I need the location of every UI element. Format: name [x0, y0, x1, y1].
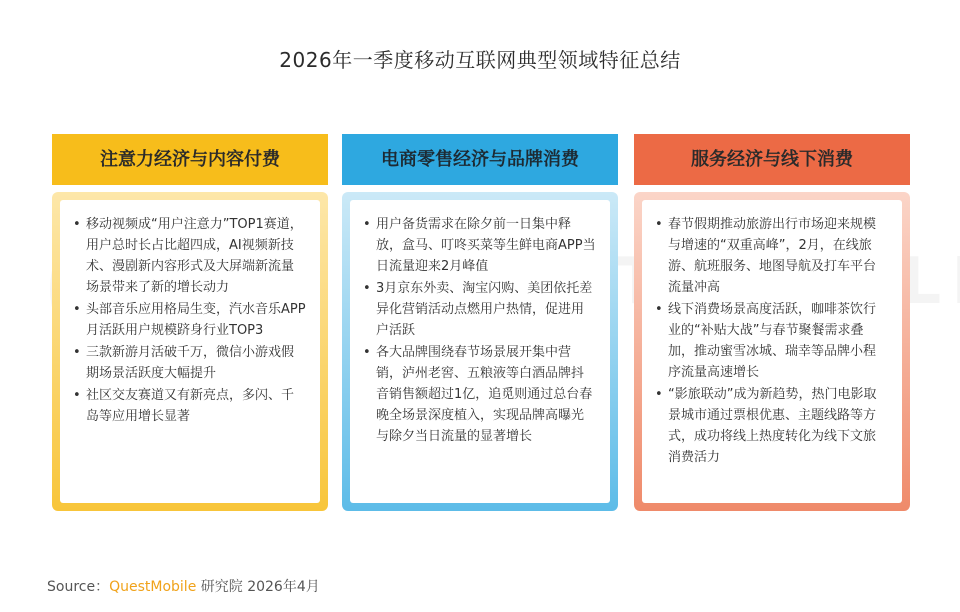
source-brand: QuestMobile [109, 579, 197, 595]
bullet-icon: • [363, 345, 371, 360]
list-item: • 各大品牌围绕春节场景展开集中营销，泸州老窖、五粮液等白酒品牌抖音销售额超过1亿，追觅则通过总台春晚全场景深度植入，实现品牌高曝光与除夕当日流量的显著增长 [360, 342, 596, 447]
column-ecommerce-retail [342, 134, 618, 511]
source-suffix: 研究院 2026年4月 [196, 579, 320, 595]
list-item: • 三款新游月活破千万，微信小游戏假期场景活跃度大幅提升 [70, 342, 306, 384]
bullet-icon: • [73, 388, 81, 403]
list-item: • 头部音乐应用格局生变，汽水音乐APP月活跃用户规模跻身行业TOP3 [70, 299, 306, 341]
bullet-icon: • [363, 217, 371, 232]
list-item: • 线下消费场景高度活跃，咖啡茶饮行业的“补贴大战”与春节聚餐需求叠加，推动蜜雪冰城、瑞幸等品牌小程序流量高速增长 [652, 299, 888, 383]
page-title: 2026年一季度移动互联网典型领域特征总结 [279, 48, 681, 72]
bullet-list [652, 214, 888, 468]
source-prefix: Source： [47, 579, 110, 595]
list-item: • 社区交友赛道又有新亮点，多闪、千岛等应用增长显著 [70, 385, 306, 427]
bullet-icon: • [655, 387, 663, 402]
bullet-icon: • [363, 281, 371, 296]
list-item: • 移动视频成“用户注意力”TOP1赛道，用户总时长占比超四成，AI视频新技术、漫剧新内容形式及大屏端新流量场景带来了新的增长动力 [70, 214, 306, 298]
bullet-icon: • [655, 302, 663, 317]
bullet-list [360, 214, 596, 447]
column-panel [634, 192, 910, 511]
bullet-icon: • [73, 217, 81, 232]
column-attention-economy [52, 134, 328, 511]
list-item: • 3月京东外卖、淘宝闪购、美团依托差异化营销活动点燃用户热情，促进用户活跃 [360, 278, 596, 341]
column-panel [342, 192, 618, 511]
list-item: • 用户备货需求在除夕前一日集中释放，盒马、叮咚买菜等生鲜电商APP当日流量迎来2月峰值 [360, 214, 596, 277]
column-header: 电商零售经济与品牌消费 [342, 134, 618, 185]
bullet-icon: • [655, 217, 663, 232]
bullet-icon: • [73, 302, 81, 317]
source-note [47, 576, 320, 596]
column-header: 注意力经济与内容付费 [52, 134, 328, 185]
bullet-list [70, 214, 306, 427]
bullet-icon: • [73, 345, 81, 360]
column-header: 服务经济与线下消费 [634, 134, 910, 185]
column-panel [52, 192, 328, 511]
list-item: • 春节假期推动旅游出行市场迎来规模与增速的“双重高峰”，2月，在线旅游、航班服务、地图导航及打车平台流量冲高 [652, 214, 888, 298]
list-item: • “影旅联动”成为新趋势，热门电影取景城市通过票根优惠、主题线路等方式，成功将线上热度转化为线下文旅消费活力 [652, 384, 888, 468]
column-service-economy [634, 134, 910, 511]
